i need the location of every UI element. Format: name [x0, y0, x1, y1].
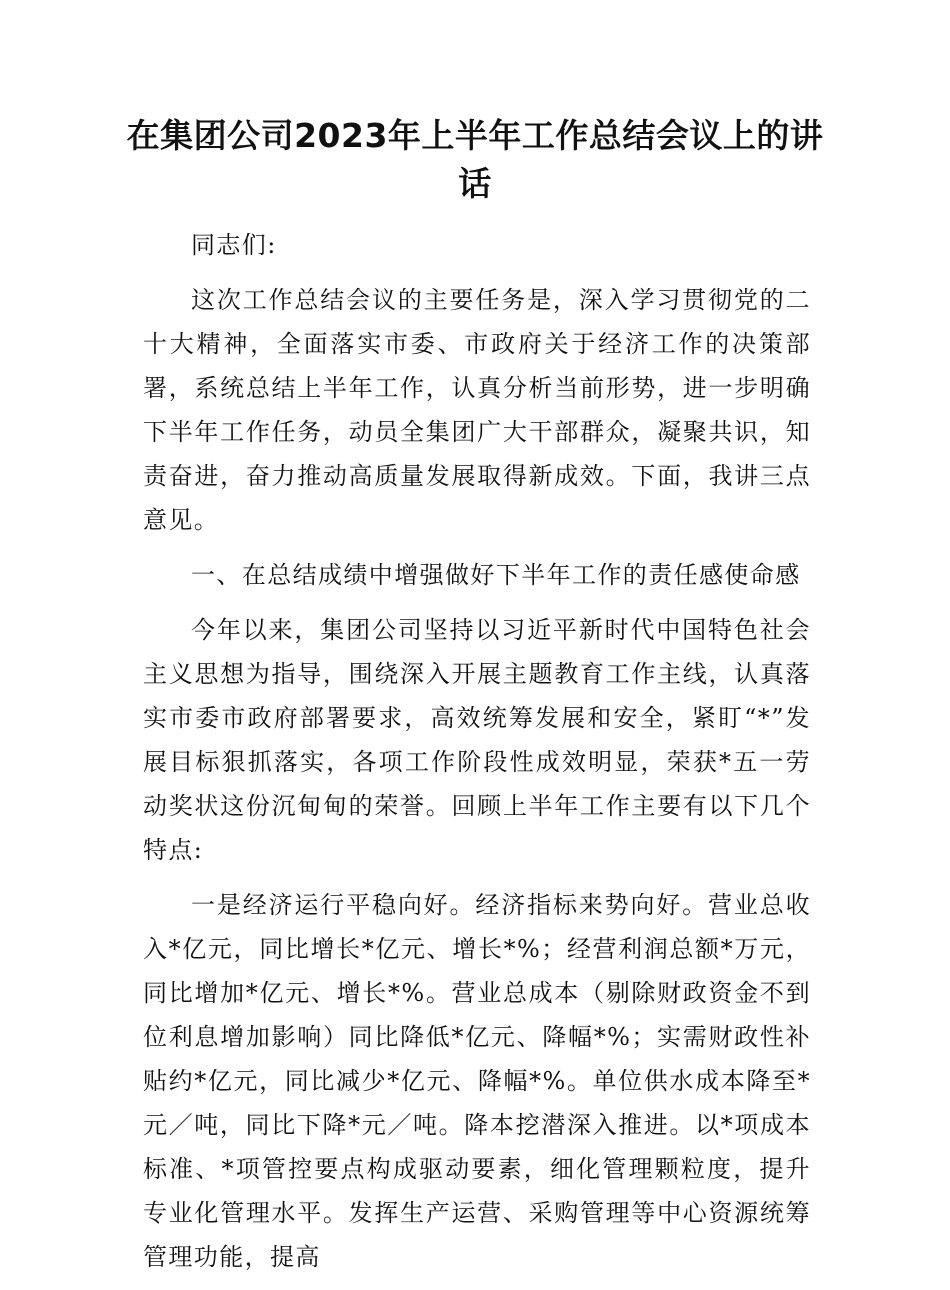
section-heading-1: 一、在总结成绩中增强做好下半年工作的责任感使命感 [191, 561, 801, 589]
salutation: 同志们: [191, 231, 277, 259]
paragraph-overview: 今年以来，集团公司坚持以习近平新时代中国特色社会主义思想为指导，围绕深入开展主题教育工作主线，认真落实市委市政府部署要求，高效统筹发展和安全，紧盯“*”发展目标狠抓落实，各项工作阶段性成效明显，荣获*五一劳动奖状这份沉甸甸的荣誉。回顾上半年工作主要有以下几个特点: [143, 616, 811, 864]
paragraph-economic-performance: 一是经济运行平稳向好。经济指标来势向好。营业总收入*亿元，同比增长*亿元、增长*%；经营利润总额*万元，同比增加*亿元、增长*%。营业总成本（剔除财政资金不到位利息增加影响）同比降低*亿元、降幅*%；实需财政性补贴约*亿元，同比减少*亿元、降幅*%。单位供水成本降至*元／吨，同比下降*元／吨。降本挖潜深入推进。以*项成本标准、*项管控要点构成驱动要素，细化管理颗粒度，提升专业化管理水平。发挥生产运营、采购管理等中心资源统筹管理功能，提高 [143, 891, 811, 1271]
document-title: 在集团公司2023年上半年工作总结会议上的讲话 [126, 116, 824, 203]
paragraph-intro: 这次工作总结会议的主要任务是，深入学习贯彻党的二十大精神，全面落实市委、市政府关于经济工作的决策部署，系统总结上半年工作，认真分析当前形势，进一步明确下半年工作任务，动员全集团广大干部群众，凝聚共识，知责奋进，奋力推动高质量发展取得新成效。下面，我讲三点意见。 [143, 286, 811, 534]
document-body [143, 223, 811, 1290]
